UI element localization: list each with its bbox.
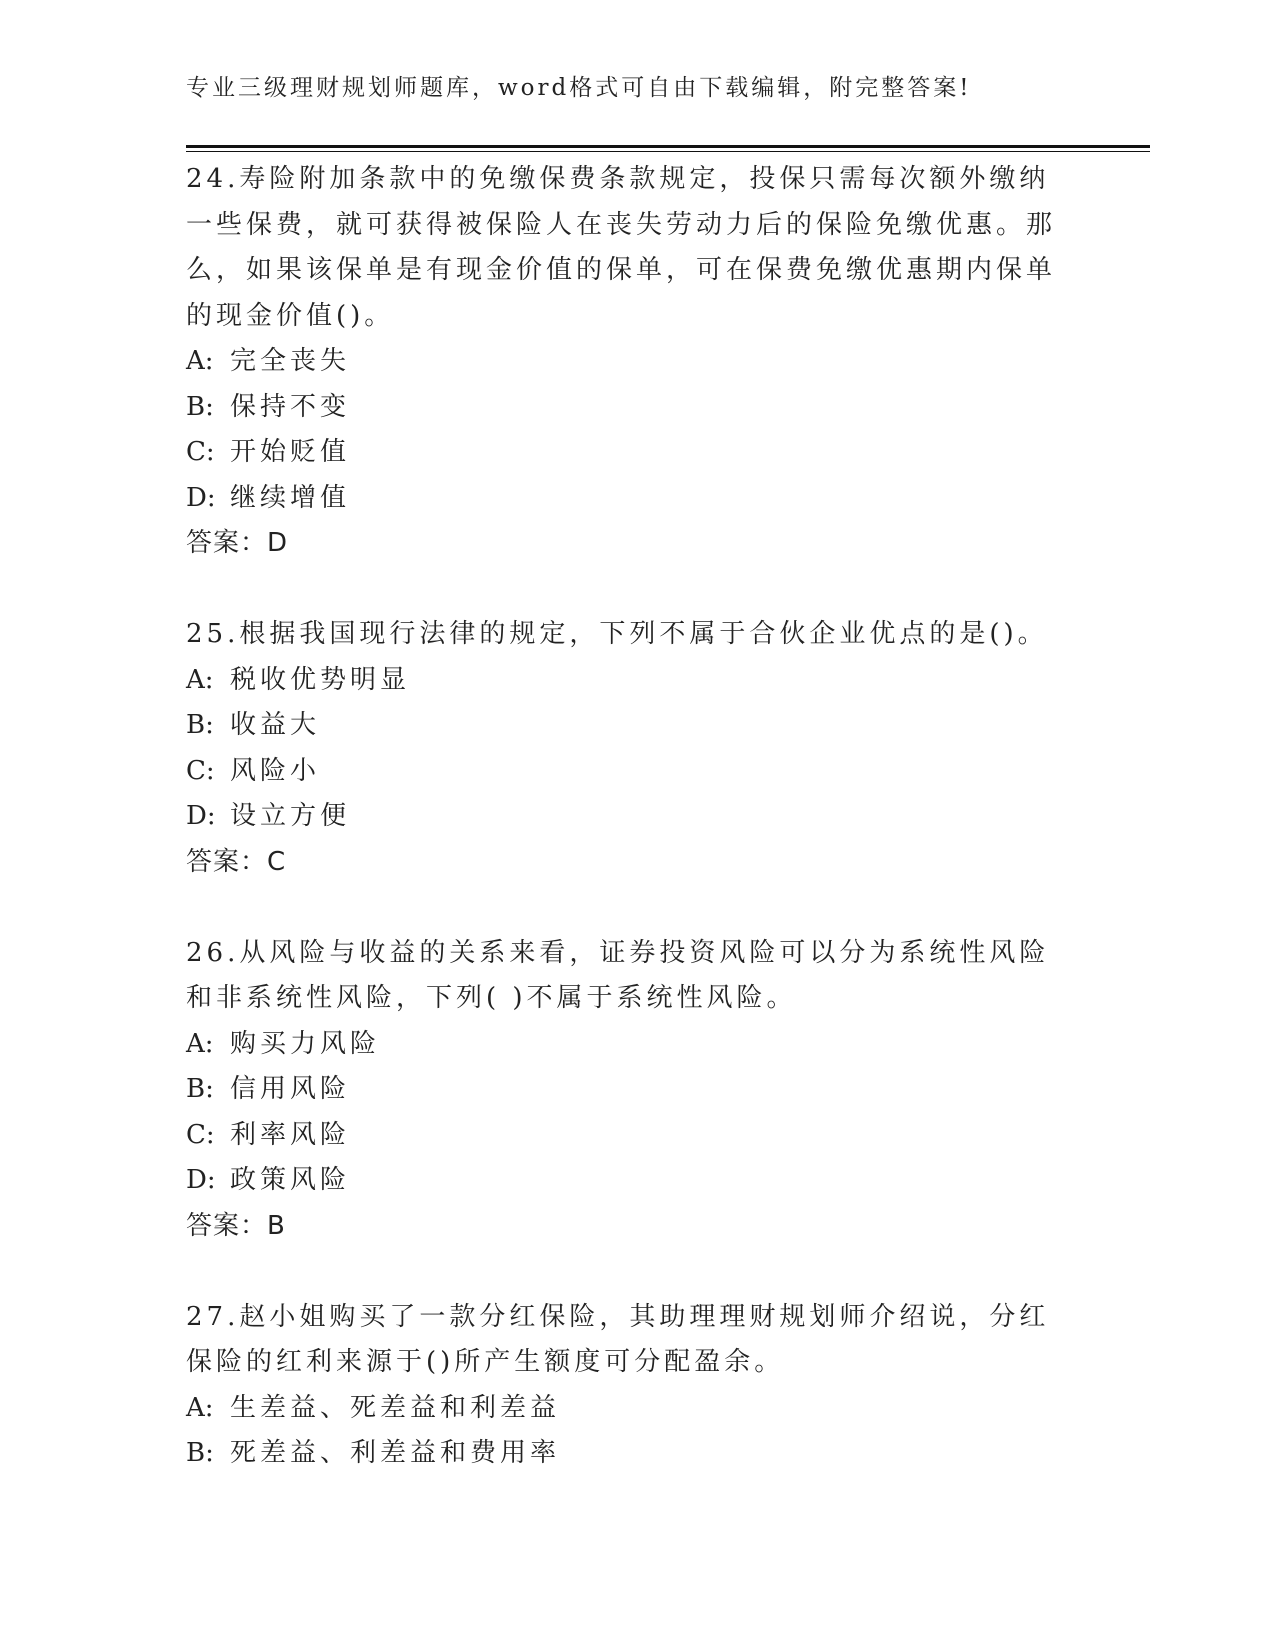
option-a (186, 339, 1076, 385)
option-d (186, 1158, 1076, 1204)
option-letter: C: (186, 1119, 215, 1150)
option-text: 风险小 (230, 755, 321, 786)
option-text: 税收优势明显 (230, 664, 411, 695)
option-text: 完全丧失 (230, 346, 351, 376)
option-letter: B: (186, 710, 214, 740)
option-text: 利率风险 (230, 1119, 351, 1150)
option-letter: D: (186, 482, 216, 513)
option-c (186, 430, 1076, 476)
option-a (186, 658, 1076, 704)
option-text: 购买力风险 (230, 1028, 381, 1059)
option-b (186, 703, 1076, 749)
answer-line: 答案：B (186, 1210, 286, 1241)
question-24 (186, 157, 1076, 567)
option-d (186, 476, 1076, 522)
option-letter: C: (186, 437, 215, 467)
option-letter: A: (186, 1028, 214, 1059)
option-text: 死差益、利差益和费用率 (230, 1438, 561, 1468)
question-text: 25.根据我国现行法律的规定，下列不属于合伙企业优点的是()。 (186, 619, 1048, 649)
option-b (186, 385, 1076, 431)
option-text: 生差益、死差益和利差益 (230, 1392, 561, 1423)
question-26 (186, 931, 1076, 1250)
option-letter: D: (186, 1165, 216, 1195)
answer-line: 答案：C (186, 846, 287, 877)
question-text: 24.寿险附加条款中的免缴保费条款规定，投保只需每次额外缴纳一些保费，就可获得被保险人在丧失劳动力后的保险免缴优惠。那么，如果该保单是有现金价值的保单，可在保费免缴优惠期内保单的现金价值()。 (186, 164, 1057, 331)
option-text: 保持不变 (230, 391, 351, 422)
option-a (186, 1022, 1076, 1068)
option-letter: B: (186, 1074, 214, 1104)
option-c (186, 749, 1076, 795)
question-text: 26.从风险与收益的关系来看，证券投资风险可以分为系统性风险和非系统性风险，下列( )不属于系统性风险。 (186, 937, 1050, 1013)
option-text: 收益大 (230, 710, 321, 740)
answer-line: 答案：D (186, 528, 289, 558)
question-text: 27.赵小姐购买了一款分红保险，其助理理财规划师介绍说，分红保险的红利来源于()所产生额度可分配盈余。 (186, 1301, 1050, 1377)
option-letter: D: (186, 801, 216, 831)
option-text: 信用风险 (230, 1074, 351, 1104)
question-list (186, 157, 1076, 1477)
option-letter: A: (186, 346, 214, 376)
option-text: 政策风险 (230, 1165, 351, 1195)
question-25 (186, 612, 1076, 885)
option-b (186, 1431, 1076, 1477)
spacer (186, 567, 1076, 613)
spacer (186, 885, 1076, 931)
spacer (186, 1249, 1076, 1295)
option-letter: A: (186, 664, 214, 695)
option-letter: A: (186, 1392, 214, 1423)
question-27 (186, 1295, 1076, 1477)
option-letter: C: (186, 755, 215, 786)
option-d (186, 794, 1076, 840)
option-text: 继续增值 (230, 482, 351, 513)
option-a (186, 1386, 1076, 1432)
page-header: 专业三级理财规划师题库，word格式可自由下载编辑，附完整答案! (186, 75, 972, 101)
header-rule-thin (186, 151, 1150, 152)
header-rule-thick (186, 145, 1150, 148)
option-b (186, 1067, 1076, 1113)
option-c (186, 1113, 1076, 1159)
option-letter: B: (186, 391, 214, 422)
option-text: 设立方便 (230, 801, 351, 831)
option-text: 开始贬值 (230, 437, 351, 467)
option-letter: B: (186, 1438, 214, 1468)
